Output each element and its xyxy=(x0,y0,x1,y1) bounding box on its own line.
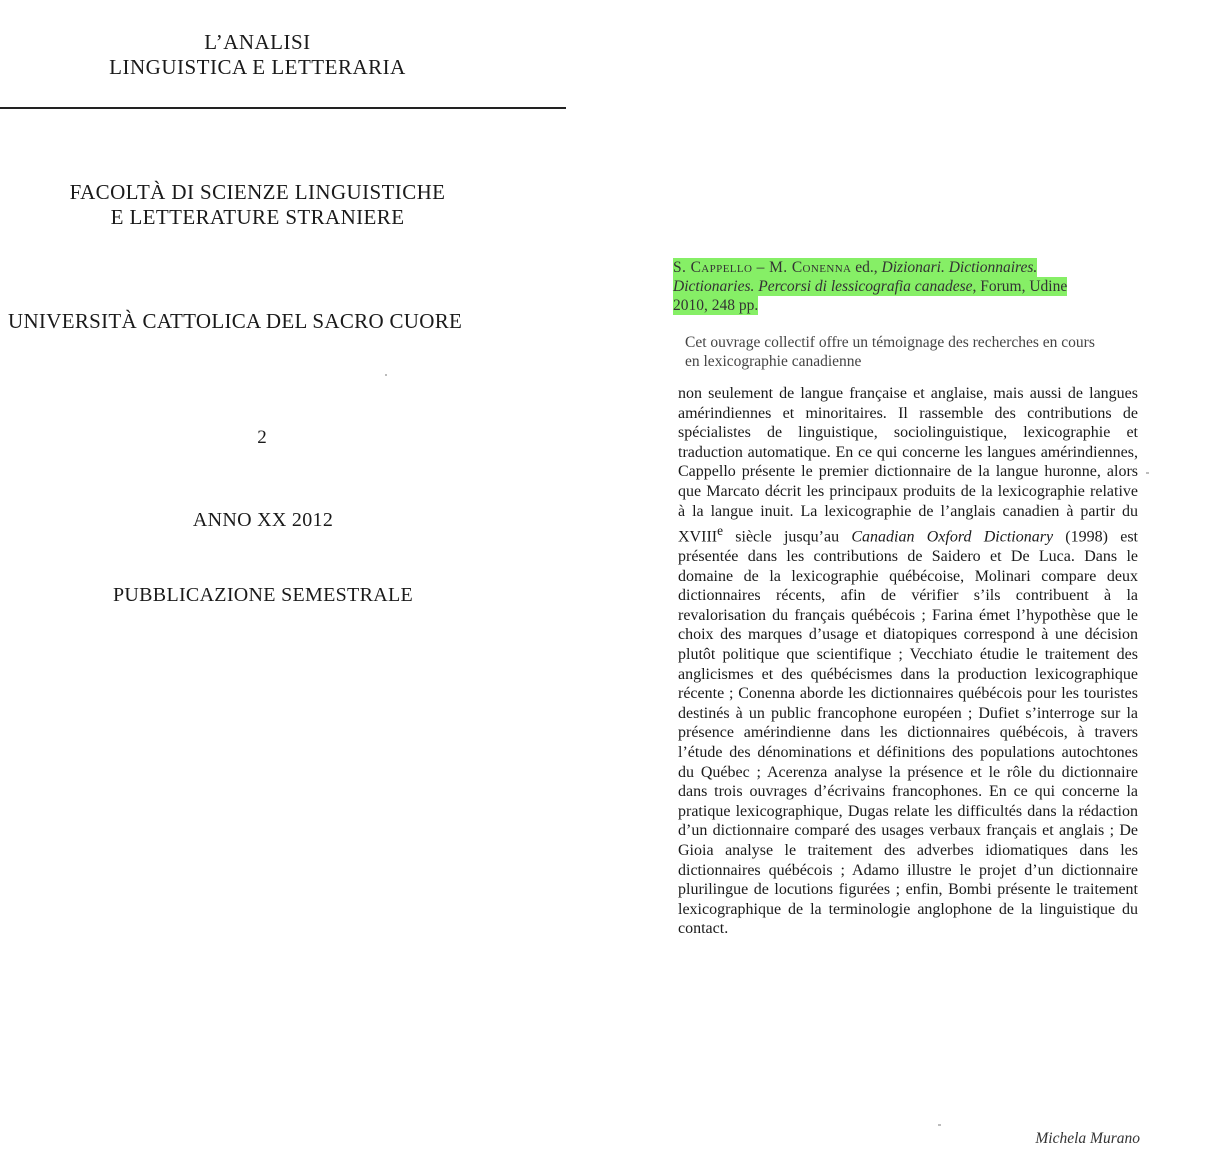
scan-speck xyxy=(1146,472,1149,474)
citation-editor: ed., xyxy=(855,259,878,276)
book-review xyxy=(670,0,1170,1168)
faculty-line1: FACOLTÀ DI SCIENZE LINGUISTICHE xyxy=(69,180,446,204)
journal-title-page xyxy=(0,0,570,1168)
review-body-part2: siècle jusqu’au xyxy=(723,528,852,546)
title-rule xyxy=(0,107,566,109)
citation-highlight xyxy=(673,258,1067,315)
century-superscript: e xyxy=(717,523,724,539)
review-body-part3: (1998) est présentée dans les contributions de Saidero et De Luca. Dans le domaine de la lexicographie québécoise, Molinari compare deux dictionnaires récents, afin de vérifier s’ils contribuent à la revalorisation du français québécois ; Farina émet l’hypothèse que le choix des marques d’usage et diatopiques correspond à une décision plutôt politique que scientifique ; Vecchiato étudie le traitement des anglicismes et des québécismes dans la production lexicographique récente ; Conenna aborde les dictionnaires québécois pour les touristes destinés à un public francophone européen ; Dufiet s’interroge sur la présence amérindienne dans les dictionnaires québécois, à travers l’étude des dénominations et définitions des populations autochtones du Québec ; Acerenza analyse la présence et le rôle du dictionnaire dans trois ouvrages d’écrivains francophones. En ce qui concerne la pratique lexicographique, Dugas relate les difficultés dans la rédaction d’un dictionnaire comparé des usages verbaux français et anglais ; De Gioia analyse le traitement des adverbes idiomatiques dans les dictionnaires québécois ; Adamo illustre le projet d’un dictionnaire plurilingue de locutions figurées ; enfin, Bombi présente le traitement lexicographique de la terminologie anglophone de la linguistique du contact. xyxy=(678,528,1139,938)
citation-authors: S. Cappello – M. Conenna xyxy=(673,259,852,276)
scan-speck xyxy=(385,374,387,376)
review-body-part1: non seulement de langue française et anglaise, mais aussi de langues amérindiennes et minoritaires. Il rassemble des contributions de spécialistes de linguistique, sociolinguistique, lexicographie et traduction automatique. En ce qui concerne les langues amérindiennes, Cappello présente le premier dictionnaire de la langue huronne, alors que Marcato décrit les principaux produits de la lexicographie relative à la langue inuit. La lexicographie de l’anglais canadien à partir du XVIII xyxy=(678,385,1138,546)
publication-frequency: PUBBLICAZIONE SEMESTRALE xyxy=(113,584,413,606)
dictionary-title: Canadian Oxford Dictionary xyxy=(851,528,1054,546)
reviewer-signature: Michela Murano xyxy=(1035,1130,1140,1147)
issue-number: 2 xyxy=(257,427,267,448)
journal-title xyxy=(0,30,515,80)
citation-publisher: , Forum, Udine 2010, 248 pp. xyxy=(673,278,1068,314)
scan-speck xyxy=(938,1124,941,1126)
university-name: UNIVERSITÀ CATTOLICA DEL SACRO CUORE xyxy=(8,309,463,333)
review-lead: Cet ouvrage collectif offre un témoignage des recherches en cours en lexicographie canadienne xyxy=(685,334,1095,370)
review-citation xyxy=(673,258,1085,315)
journal-title-line2: LINGUISTICA E LETTERARIA xyxy=(109,55,406,79)
review-body xyxy=(678,384,1138,939)
faculty-line2: E LETTERATURE STRANIERE xyxy=(110,205,405,229)
journal-title-line1: L’ANALISI xyxy=(204,30,311,54)
citation-title: Dizionari. Dictionnaires. Dictionaries. Percorsi di lessicografia canadese xyxy=(673,259,1038,295)
faculty-name xyxy=(0,180,515,230)
volume-year: ANNO XX 2012 xyxy=(192,509,334,531)
